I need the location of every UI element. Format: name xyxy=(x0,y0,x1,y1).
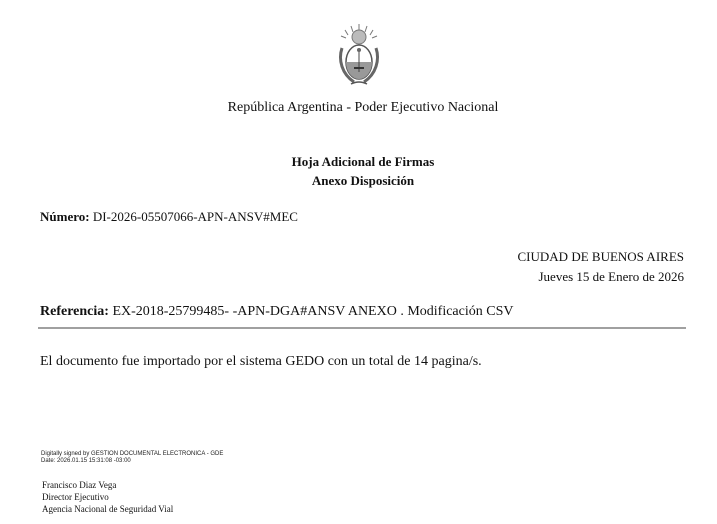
digital-signature-date: Date: 2026.01.15 15:31:08 -03:00 xyxy=(41,458,131,464)
numero-row xyxy=(40,209,298,225)
referencia-label: Referencia: xyxy=(40,304,109,319)
argentina-coat-of-arms-icon xyxy=(336,22,382,88)
divider xyxy=(38,327,686,329)
signer-position: Director Ejecutivo xyxy=(42,492,109,502)
document-date: Jueves 15 de Enero de 2026 xyxy=(538,269,684,284)
referencia-row xyxy=(40,304,514,320)
document-title: Hoja Adicional de Firmas xyxy=(291,154,435,169)
numero-value: DI-2026-05507066-APN-ANSV#MEC xyxy=(92,209,298,224)
numero-label: Número: xyxy=(40,209,90,224)
signer-name: Francisco Diaz Vega xyxy=(42,480,117,490)
referencia-value: EX-2018-25799485- -APN-DGA#ANSV ANEXO . Modificación CSV xyxy=(112,304,514,319)
city: CIUDAD DE BUENOS AIRES xyxy=(517,249,684,264)
document-subtitle: Anexo Disposición xyxy=(311,173,415,188)
signer-agency: Agencia Nacional de Seguridad Vial xyxy=(42,504,174,514)
header-title: República Argentina - Poder Ejecutivo Nacional xyxy=(227,100,499,115)
digital-signature-line: Digitally signed by GESTION DOCUMENTAL ELECTRONICA - GDE xyxy=(41,451,224,457)
body-text: El documento fue importado por el sistema GEDO con un total de 14 pagina/s. xyxy=(40,354,482,369)
